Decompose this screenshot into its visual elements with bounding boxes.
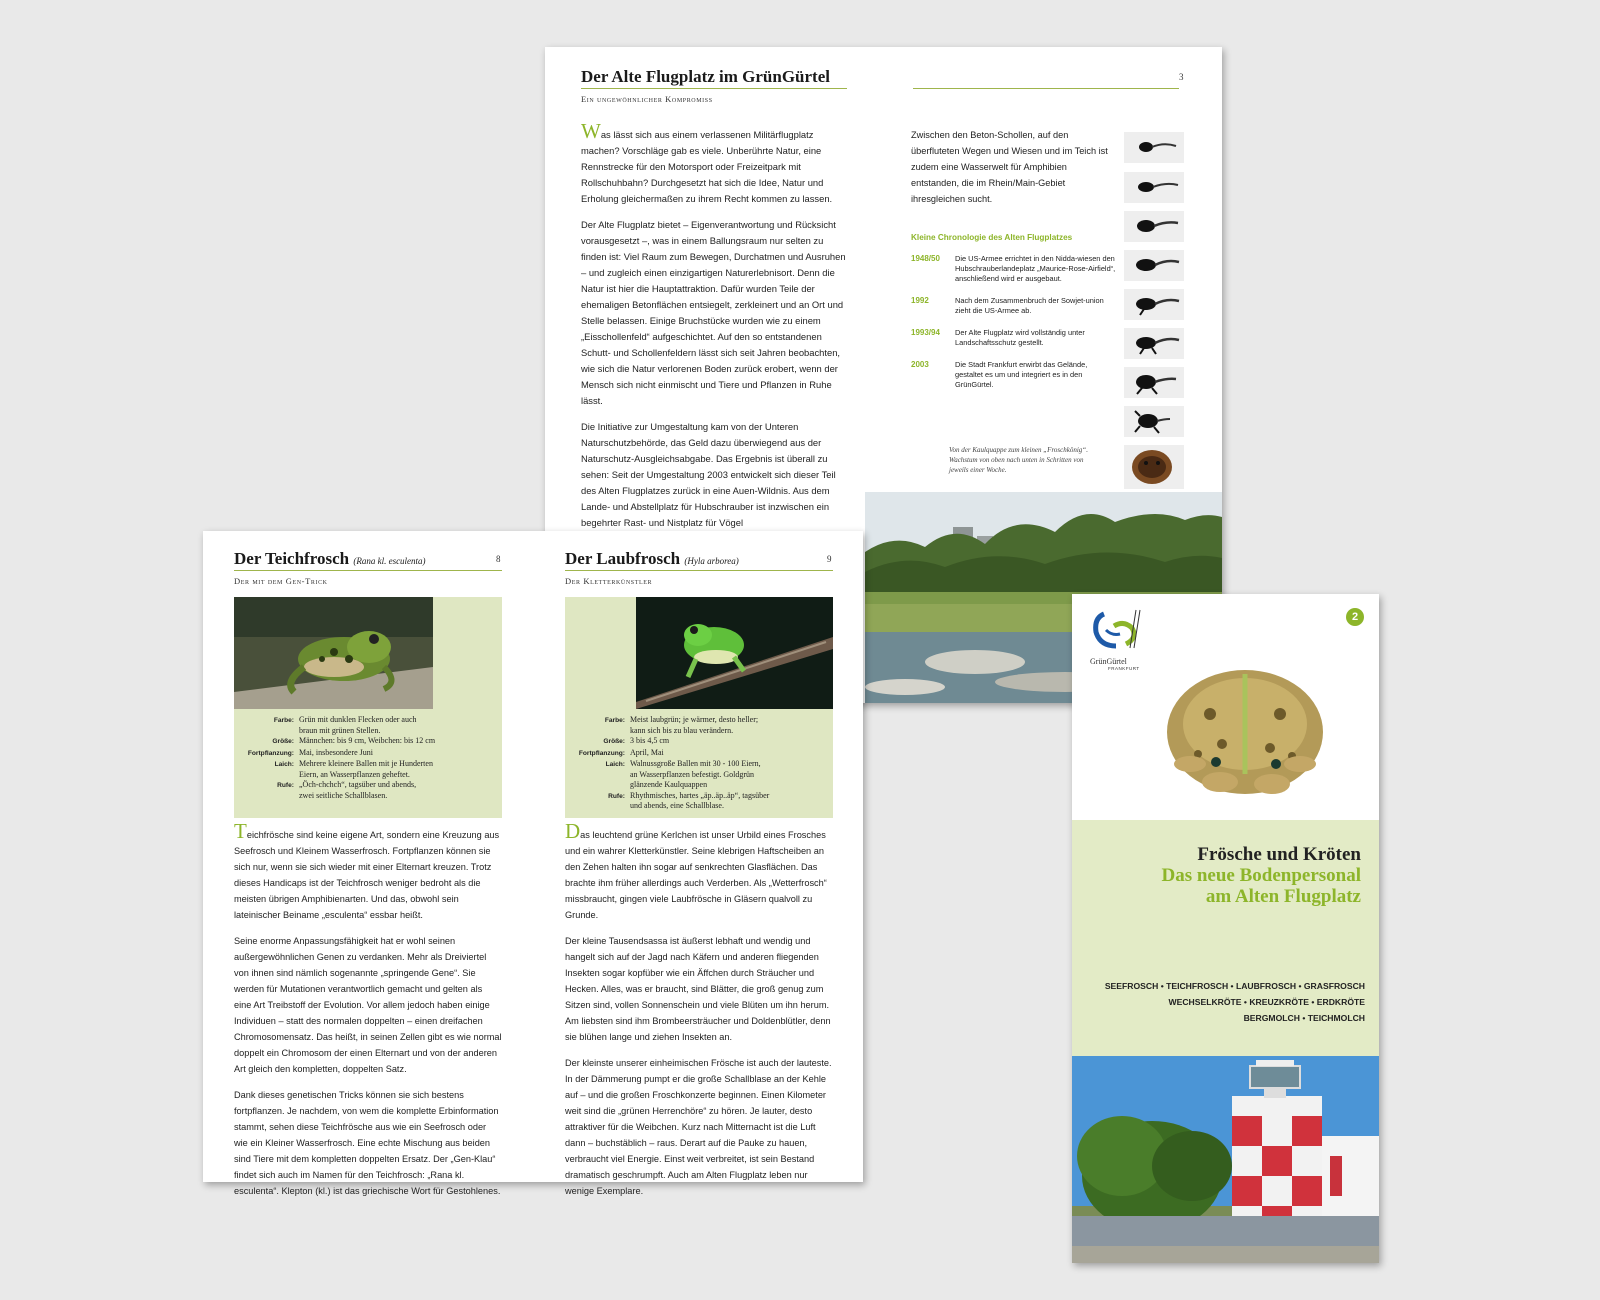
paragraph: Teichfrösche sind keine eigene Art, sondern eine Kreuzung aus Seefrosch und Kleinem Wasserfrosch. Fortpflanzen können sie sich nur, wenn sie sich wieder mit einer Elternart kreuzen. Trotz dieses Handicaps ist der Teichfrosch weniger bedroht als die meisten übrigen Amphibienarten. Und das, obwohl sein lateinischer Beiname „esculenta“ essbar heißt. xyxy=(234,819,500,920)
facts-laubfrosch xyxy=(565,715,827,812)
chronology-item: 1992 Nach dem Zusammenbruch der Sowjet-union zieht die US-Armee ab. xyxy=(911,296,1104,315)
title-rule-right xyxy=(913,88,1179,89)
tadpole-stage-2 xyxy=(1124,172,1184,203)
logo-mark-icon xyxy=(1090,608,1148,652)
page-number: 3 xyxy=(1179,72,1184,82)
gruenguertel-logo xyxy=(1090,608,1148,671)
paragraph: Die Initiative zur Umgestaltung kam von der Unteren Naturschutzbehörde, das Geld dazu überwiegend aus der Naturschutz-Ausgleichsabgabe. Das Ergebnis ist überall zu sehen: Seit der Umgestaltung 2003 entwickelt sich dieser Teil des Alten Flugplatzes zurück in eine Auen-Wildnis. Aus dem Lande- und Abstellplatz für Hubschrauber ist inzwischen ein begehrter Rast- und Nistplatz für Vögel xyxy=(581,421,836,528)
tadpole-stage-7 xyxy=(1124,367,1184,398)
page-subtitle-9: Der Kletterkünstler xyxy=(565,576,653,586)
laubfrosch-photo xyxy=(636,597,833,709)
chronology-list xyxy=(911,254,1116,402)
fact-row: Laich: Walnussgroße Ballen mit 30 - 100 Eiern, an Wasserpflanzen befestigt. Goldgrün glänzende Kaulquappen xyxy=(605,759,761,789)
page-8-9-spread xyxy=(203,531,863,1196)
fact-row: Rufe: Rhythmisches, hartes „äp..äp..äp“, tagsüber und abends, eine Schallblase. xyxy=(608,790,770,810)
logo-subtext: FRANKFURT xyxy=(1108,666,1140,671)
tadpole-stage-1 xyxy=(1124,132,1184,163)
fact-row: Farbe: Grün mit dunklen Flecken oder auch braun mit grünen Stellen. xyxy=(273,715,417,735)
species-line: BERGMOLCH • TEICHMOLCH xyxy=(1243,1013,1365,1023)
paragraph: Dank dieses genetischen Tricks können sie sich bestens fortpflanzen. Je nachdem, von wem die komplette Erbinformation stammt, sehen diese Teichfrösche aus wie ein Seefrosch oder wie ein Kleiner Wasserfrosch. Eine echte Mischung aus beiden sind Tiere mit dem kompletten doppelten Ersatz. Der „Gen-Klau“ findet sich auch im Namen für den Teichfrosch: „Rana kl. esculenta“. Klepton (kl.) ist das griechische Wort für Gestohlenes. xyxy=(234,1090,501,1196)
fact-row: Fortpflanzung: Mai, insbesondere Juni xyxy=(247,747,373,757)
paragraph: Der kleine Tausendsassa ist äußerst lebhaft und wendig und hangelt sich auf der Jagd nach Käfern und anderen fliegenden Insekten sogar kopfüber wie ein Äffchen durch Sträucher und Hecken. Alles, was er braucht, sind Blätter, die groß genug zum Sitzen sind, vollen Sonnenschein und viele Blüten um ihn herum. Am liebsten sind ihm Brombeersträucher und Doldenblütler, denn sie blühen lange und ziehen Insekten an. xyxy=(565,936,831,1042)
chronology-item: 2003 Die Stadt Frankfurt erwirbt das Gelände, gestaltet es um und integriert es in den GrünGürtel. xyxy=(911,360,1088,389)
chronology-item: 1948/50 Die US-Armee errichtet in den Nidda-wiesen den Hubschrauberlandeplatz „Maurice-Rose-Airfield“, anschließend wird er ausgebaut. xyxy=(911,254,1116,283)
fact-row: Farbe: Meist laubgrün; je wärmer, desto heller; kann sich bis zu blau verändern. xyxy=(604,715,759,735)
froglet-stage-9 xyxy=(1124,445,1184,489)
fact-row: Fortpflanzung: April, Mai xyxy=(578,747,664,757)
title-rule-left xyxy=(581,88,847,89)
toad-photo xyxy=(1150,644,1340,810)
page-subtitle-8: Der mit dem Gen-Trick xyxy=(234,576,328,586)
tadpole-stage-6 xyxy=(1124,328,1184,359)
page-subtitle: Ein ungewöhnlicher Kompromiss xyxy=(581,94,713,104)
cover-title: Frösche und Kröten xyxy=(1197,844,1361,865)
page-title-teichfrosch: Der Teichfrosch (Rana kl. esculenta) xyxy=(234,549,426,568)
cover-subtitle-2: am Alten Flugplatz xyxy=(1205,886,1361,907)
paragraph: Seine enorme Anpassungsfähigkeit hat er wohl seinen außergewöhnlichen Genen zu verdanken. Mehr als Dreiviertel von ihnen sind nämlich sogenannte „springende Gene“. Sie werden für Mutationen verantwortlich gemacht und gelten als eine Art Treibstoff der Evolution. Vor allem jedoch haben einige Individuen – statt des normalen doppelten – einen dreifachen Chromosomensatz. Das heißt, in seinen Zellen gibt es wie normal doppelt ein Chromosom der einen Elternart und von der anderen Art gleich den kompletten, doppelten Satz. xyxy=(234,936,502,1074)
tadpole-stage-4 xyxy=(1124,250,1184,281)
right-intro: Zwischen den Beton-Schollen, auf den überfluteten Wegen und Wiesen und im Teich ist zudem eine Wasserwelt für Amphibien entstanden, die im Rhein/Main-Gebiet ihresgleichen sucht. xyxy=(911,130,1108,204)
paragraph: Was lässt sich aus einem verlassenen Militärflugplatz machen? Vorschläge gab es viele. Unberührte Natur, eine Rennstrecke für den Motorsport oder Freizeitpark mit Rollschuhbahn? Durchgesetzt hat sich die Idee, Natur und Erholung gleichermaßen zu ihrem Recht kommen zu lassen. xyxy=(581,119,833,204)
article-body xyxy=(581,119,849,541)
page-title: Der Alte Flugplatz im GrünGürtel xyxy=(581,67,830,86)
paragraph: Der Alte Flugplatz bietet – Eigenverantwortung und Rücksicht vorausgesetzt –, was in einem Ballungsraum nur selten zu finden ist: Viel Raum zum Bewegen, Durchatmen und Ausruhen – und zugleich einen einzigartigen Naturerlebnisort. Denn die Natur ist hier die Hauptattraktion. Dafür wurden Teile der ehemaligen Betonflächen entsiegelt, zerkleinert und an Ort und Stelle belassen. Einige Bruchstücke wurden wie zu einem „Eisschollenfeld“ aufgeschichtet. Auf den so entstandenen Schutt- und Schollenfeldern lässt sich seit Jahren beobachten, wie sich die Natur verlorenen Boden zurück erobert, wenn der Mensch sich nicht einmischt und Tiere und Pflanzen in Ruhe lässt. xyxy=(581,219,846,406)
fact-row: Größe: 3 bis 4,5 cm xyxy=(603,736,670,745)
page-number-9: 9 xyxy=(827,554,832,564)
species-line: WECHSELKRÖTE • KREUZKRÖTE • ERDKRÖTE xyxy=(1168,997,1365,1007)
article-body-8 xyxy=(234,819,502,1209)
page-title-laubfrosch: Der Laubfrosch (Hyla arborea) xyxy=(565,549,739,568)
tadpole-stage-5 xyxy=(1124,289,1184,320)
teichfrosch-photo xyxy=(234,597,433,709)
tadpole-stage-8 xyxy=(1124,406,1184,437)
logo-text: GrünGürtel xyxy=(1090,657,1127,666)
fact-row: Laich: Mehrere kleinere Ballen mit je Hunderten Eiern, an Wasserpflanzen geheftet. xyxy=(274,759,433,779)
article-body-9 xyxy=(565,819,833,1209)
chronology-item: 1993/94 Der Alte Flugplatz wird vollständig unter Landschaftsschutz gestellt. xyxy=(911,328,1085,347)
control-tower-photo xyxy=(1072,1056,1379,1263)
cover-subtitle-1: Das neue Bodenpersonal xyxy=(1161,865,1361,886)
chronology-title: Kleine Chronologie des Alten Flugplatzes xyxy=(911,233,1073,242)
title-rule-8 xyxy=(234,570,502,571)
paragraph: Der kleinste unserer einheimischen Frösche ist auch der lauteste. In der Dämmerung pumpt er die große Schallblase an der Kehle auf – und die großen Froschkonzerte beginnen. Einen Kilometer weit sind die „grünen Herrenchöre“ zu hören. Je lauter, desto attraktiver für die Weibchen. Kurz nach Mitternacht ist die Luft dann – buchstäblich – raus. Derart auf die Pauke zu hauen, verbraucht viel Energie. Einst weit verbreitet, ist sein Bestand dramatisch geschrumpft. Auch am Alten Flugplatz leben nur wenige Exemplare. xyxy=(565,1058,832,1196)
species-line: SEEFROSCH • TEICHFROSCH • LAUBFROSCH • GRASFROSCH xyxy=(1104,981,1365,991)
page-number-8: 8 xyxy=(496,554,501,564)
species-list xyxy=(1105,978,1365,1026)
facts-teichfrosch xyxy=(234,715,496,801)
brochure-cover xyxy=(1072,594,1379,1263)
volume-badge: 2 xyxy=(1346,608,1364,626)
paragraph: Das leuchtend grüne Kerlchen ist unser Urbild eines Frosches und ein wahrer Kletterkünstler. Seine klebrigen Haftscheiben an den Zehen halten ihn sogar auf senkrechten Glasflächen. Das brachte ihm früher allerdings auch Verderben. Als „Wetterfrosch“ missbraucht, gingen viele Laubfrösche in Gläsern qualvoll zu Grunde. xyxy=(565,819,827,920)
tadpole-caption: Von der Kaulquappe zum kleinen „Froschkönig“. Wachstum von oben nach unten in Schritten von jeweils einer Woche. xyxy=(949,446,1088,474)
fact-row: Größe: Männchen: bis 9 cm, Weibchen: bis 12 cm xyxy=(272,736,436,745)
title-rule-9 xyxy=(565,570,833,571)
tadpole-stage-3 xyxy=(1124,211,1184,242)
fact-row: Rufe: „Öch-chchch“, tagsüber und abends, zwei seitliche Schallblasen. xyxy=(277,780,417,800)
